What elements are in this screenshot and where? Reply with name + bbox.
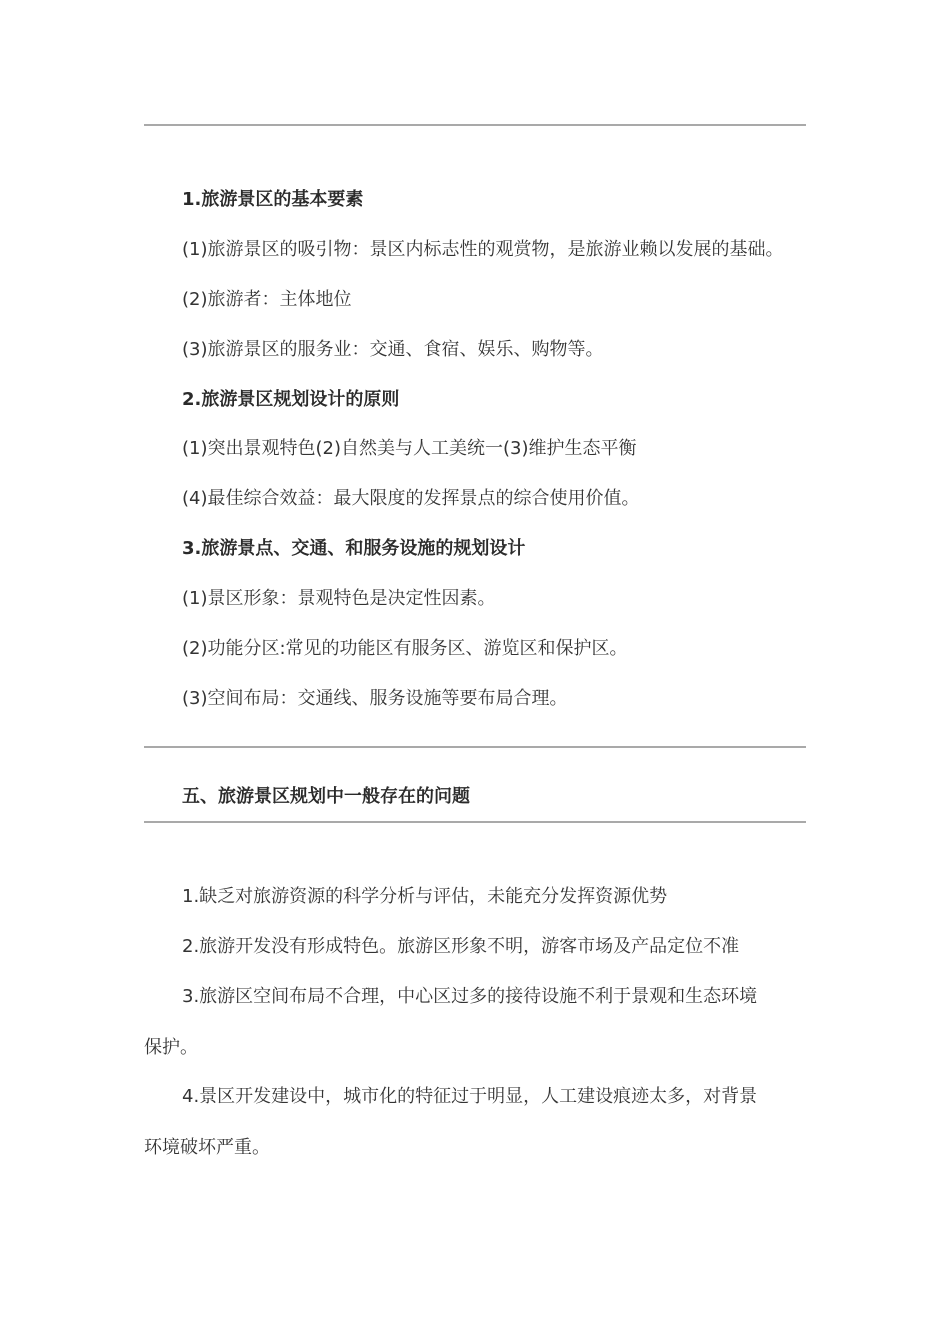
list-item: (2)功能分区:常见的功能区有服务区、游览区和保护区。	[182, 638, 628, 659]
heading-facilities-planning: 3.旅游景点、交通、和服务设施的规划设计	[182, 538, 526, 559]
paragraph-continuation: 保护。	[144, 1037, 198, 1058]
list-item: (4)最佳综合效益：最大限度的发挥景点的综合使用价值。	[182, 488, 640, 509]
list-item: (3)旅游景区的服务业：交通、食宿、娱乐、购物等。	[182, 339, 604, 360]
list-item: (3)空间布局：交通线、服务设施等要布局合理。	[182, 688, 568, 709]
top-divider	[144, 124, 806, 126]
heading-design-principles: 2.旅游景区规划设计的原则	[182, 389, 400, 410]
section-divider-top	[144, 746, 806, 748]
list-item: (2)旅游者：主体地位	[182, 289, 352, 310]
list-item: (1)突出景观特色(2)自然美与人工美统一(3)维护生态平衡	[182, 438, 637, 459]
section-title: 五、旅游景区规划中一般存在的问题	[182, 786, 470, 807]
paragraph: 1.缺乏对旅游资源的科学分析与评估，未能充分发挥资源优势	[182, 886, 668, 907]
paragraph: 3.旅游区空间布局不合理，中心区过多的接待设施不利于景观和生态环境	[182, 986, 758, 1007]
paragraph: 2.旅游开发没有形成特色。旅游区形象不明，游客市场及产品定位不准	[182, 936, 740, 957]
section-divider-bottom	[144, 821, 806, 823]
paragraph-continuation: 环境破坏严重。	[144, 1137, 270, 1158]
heading-basic-elements: 1.旅游景区的基本要素	[182, 189, 364, 210]
list-item: (1)旅游景区的吸引物：景区内标志性的观赏物，是旅游业赖以发展的基础。	[182, 239, 784, 260]
list-item: (1)景区形象：景观特色是决定性因素。	[182, 588, 496, 609]
paragraph: 4.景区开发建设中，城市化的特征过于明显，人工建设痕迹太多，对背景	[182, 1086, 758, 1107]
